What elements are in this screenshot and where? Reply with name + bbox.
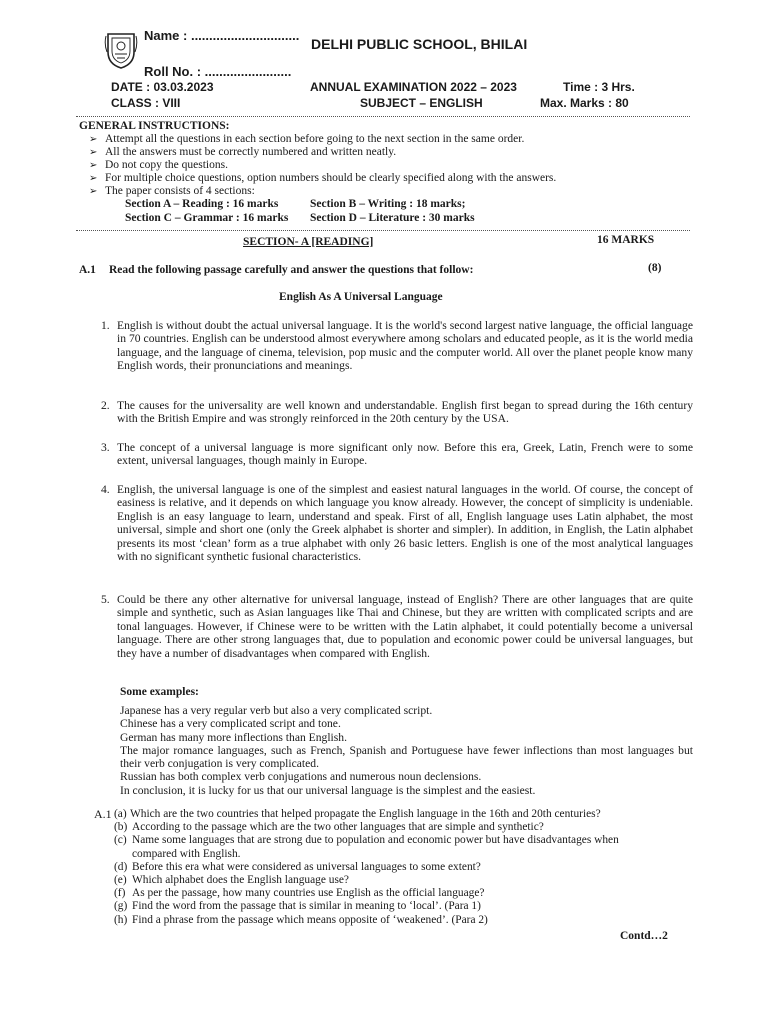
question-instruction: Read the following passage carefully and answer the questions that follow: <box>109 264 474 276</box>
passage-paragraph: 3. The concept of a universal language is more significant only now. Before this era, Greek, Latin, French were to some extent, universal languages, though mainly in Europe. <box>101 441 693 468</box>
passage-paragraph: 5. Could be there any other alternative for universal language, instead of English? There are other languages that are quite simple and synthetic, such as Asian languages like Thai and Chinese, but they are written with complicated scripts and are tonal languages. However, if Chinese were to be written with the Latin alphabet, it could potentially become a universal language. There are other strong languages that, due to population and economic power could be universal languages, but they have a number of disadvantages when compared with English. <box>101 593 693 660</box>
questions-prefix: A.1 <box>94 807 112 821</box>
header-divider <box>76 116 690 117</box>
arrow-bullet-icon: ➢ <box>89 147 98 158</box>
questions-list <box>94 808 694 927</box>
rollno-field: Roll No. : ........................ <box>144 64 292 79</box>
instruction-item: ➢ Attempt all the questions in each section before going to the next section in the same order. <box>89 133 525 145</box>
question-number: A.1 <box>79 264 96 276</box>
instruction-item: ➢ All the answers must be correctly numbered and written neatly. <box>89 146 397 158</box>
question-item: (g) Find the word from the passage that is similar in meaning to ‘local’. (Para 1) <box>114 900 481 913</box>
example-line: Russian has both complex verb conjugations and numerous noun declensions. <box>120 770 482 784</box>
continued-note: Contd…2 <box>620 930 668 942</box>
school-name: DELHI PUBLIC SCHOOL, BHILAI <box>311 36 528 52</box>
instructions-divider <box>76 230 690 231</box>
example-line: German has many more inflections than English. <box>120 730 347 744</box>
example-line: Chinese has a very complicated script and tone. <box>120 717 341 731</box>
passage-paragraph: 1. English is without doubt the actual universal language. It is the world's second largest native language, the official language in 70 countries. English can be understood almost everywhere among scholars and educated people, as it is the world media language, and the language of cinema, television, pop music and the computer world. All over the planet people know many English words, their pronunciations and meanings. <box>101 319 693 373</box>
section-a-title: SECTION- A [READING] <box>243 236 374 248</box>
arrow-bullet-icon: ➢ <box>89 134 98 145</box>
question-item: (h) Find a phrase from the passage which means opposite of ‘weakened’. (Para 2) <box>114 913 488 926</box>
question-item: (b) According to the passage which are the two other languages that are simple and synthetic? <box>114 821 544 834</box>
instructions-list <box>79 133 689 198</box>
exam-time: Time : 3 Hrs. <box>563 80 635 94</box>
examples-title: Some examples: <box>120 686 199 698</box>
school-crest-logo <box>104 30 138 70</box>
arrow-bullet-icon: ➢ <box>89 186 98 197</box>
question-item: (c) Name some languages that are strong due to population and economic power but have disadvantages when compared with English. <box>114 834 619 860</box>
question-item: (e) Which alphabet does the English language use? <box>114 874 349 887</box>
exam-title: ANNUAL EXAMINATION 2022 – 2023 <box>310 80 517 94</box>
sections-breakdown: Section A – Reading : 16 marks Section B – Writing : 18 marks; Section C – Grammar : 16 marks Section D – Literature : 30 marks <box>125 198 475 224</box>
arrow-bullet-icon: ➢ <box>89 173 98 184</box>
passage-title: English As A Universal Language <box>279 291 443 303</box>
example-line: Japanese has a very regular verb but also a very complicated script. <box>120 704 433 717</box>
max-marks: Max. Marks : 80 <box>540 96 629 110</box>
question-item: A.1 (a) Which are the two countries that helped propagate the English language in the 16th and 20th centuries? <box>94 807 601 821</box>
passage-paragraph: 2. The causes for the universality are well known and understandable. English first began to spread during the 16th century with the British Empire and was strongly reinforced in the 20th century by the USA. <box>101 399 693 426</box>
example-line: The major romance languages, such as French, Spanish and Portuguese have fewer inflections than most languages but their verb conjugation is very complicated. <box>120 743 693 771</box>
question-marks: (8) <box>648 262 662 274</box>
section-a-marks: 16 MARKS <box>597 234 655 246</box>
arrow-bullet-icon: ➢ <box>89 160 98 171</box>
exam-date: DATE : 03.03.2023 <box>111 80 214 94</box>
passage-paragraph: 4. English, the universal language is one of the simplest and easiest natural languages in the world. Of course, the concept of easiness is relative, and it depends on which language you know already. However, the concept of simplicity is undeniable. English is an easy language to learn, understand and speak. First of all, English language uses Latin alphabet, the most universal, simple and short one (only the Greek alphabet is shorter and simpler). In addition, in English, the Latin alphabet presents its most ‘clean’ form as a true alphabet with only 26 basic letters. English is one of the most analytical languages with no significant synthetic fusional characteristics. <box>101 483 693 564</box>
class-label: CLASS : VIII <box>111 96 181 110</box>
instruction-item: ➢ The paper consists of 4 sections: <box>89 185 255 197</box>
instructions-title: GENERAL INSTRUCTIONS: <box>79 120 230 132</box>
example-line: In conclusion, it is lucky for us that our universal language is the simplest and the easiest. <box>120 783 536 797</box>
question-item: (d) Before this era what were considered as universal languages to some extent? <box>114 860 481 873</box>
subject-label: SUBJECT – ENGLISH <box>360 96 483 110</box>
instruction-item: ➢ For multiple choice questions, option numbers should be clearly specified along with the answers. <box>89 172 557 184</box>
examples-list <box>120 704 693 797</box>
question-item: (f) As per the passage, how many countries use English as the official language? <box>114 887 485 900</box>
instruction-item: ➢ Do not copy the questions. <box>89 159 228 171</box>
general-instructions <box>79 119 689 225</box>
name-field: Name : .............................. <box>144 28 300 43</box>
